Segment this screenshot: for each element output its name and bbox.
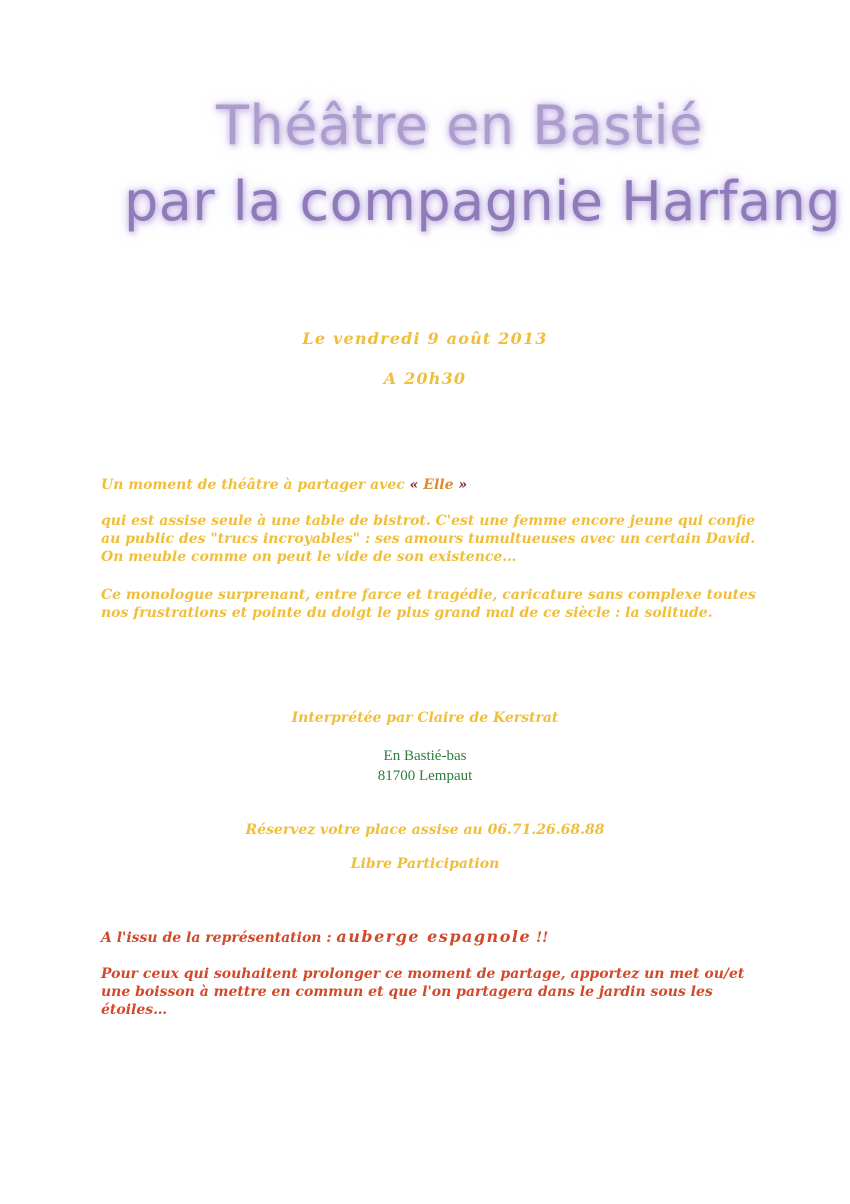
- intro-paragraph: [101, 476, 761, 494]
- event-date: Le vendredi 9 août 2013: [302, 329, 548, 348]
- open-quote: «: [409, 477, 424, 493]
- description-paragraph-2: qui est assise seule à une table de bistrot. C'est une femme encore jeune qui confie au public des "trucs incroyables" : ses amours tumultueuses avec un certain David. On meuble comme on peut le vide de son existence…: [101, 513, 756, 565]
- after-show-heading: [101, 928, 548, 947]
- intro-text: Un moment de théâtre à partager avec: [101, 477, 410, 493]
- close-quote: »: [453, 477, 468, 493]
- elle-name: Elle: [423, 477, 454, 493]
- reservation-info: Réservez votre place assise au 06.71.26.68.88: [245, 822, 605, 838]
- performer-credit: Interprétée par Claire de Kerstrat: [291, 710, 559, 726]
- title-line-1: Théâtre en Bastié: [216, 94, 703, 157]
- after-show-suffix: !!: [531, 930, 549, 946]
- address-line-1: En Bastié-bas: [383, 748, 467, 764]
- after-show-details: Pour ceux qui souhaitent prolonger ce moment de partage, apportez un met ou/et une boisson à mettre en commun et que l'on partagera dans le jardin sous les étoiles…: [101, 966, 745, 1018]
- participation-info: Libre Participation: [350, 856, 500, 872]
- after-show-prefix: A l'issu de la représentation :: [101, 930, 337, 946]
- address-line-2: 81700 Lempaut: [377, 768, 473, 784]
- after-show-highlight: auberge espagnole: [336, 927, 532, 946]
- description-paragraph-3: Ce monologue surprenant, entre farce et tragédie, caricature sans complexe toutes nos frustrations et pointe du doigt le plus grand mal de ce siècle : la solitude.: [101, 587, 756, 621]
- title-line-2: par la compagnie Harfang: [124, 170, 842, 233]
- event-time: A 20h30: [383, 369, 467, 388]
